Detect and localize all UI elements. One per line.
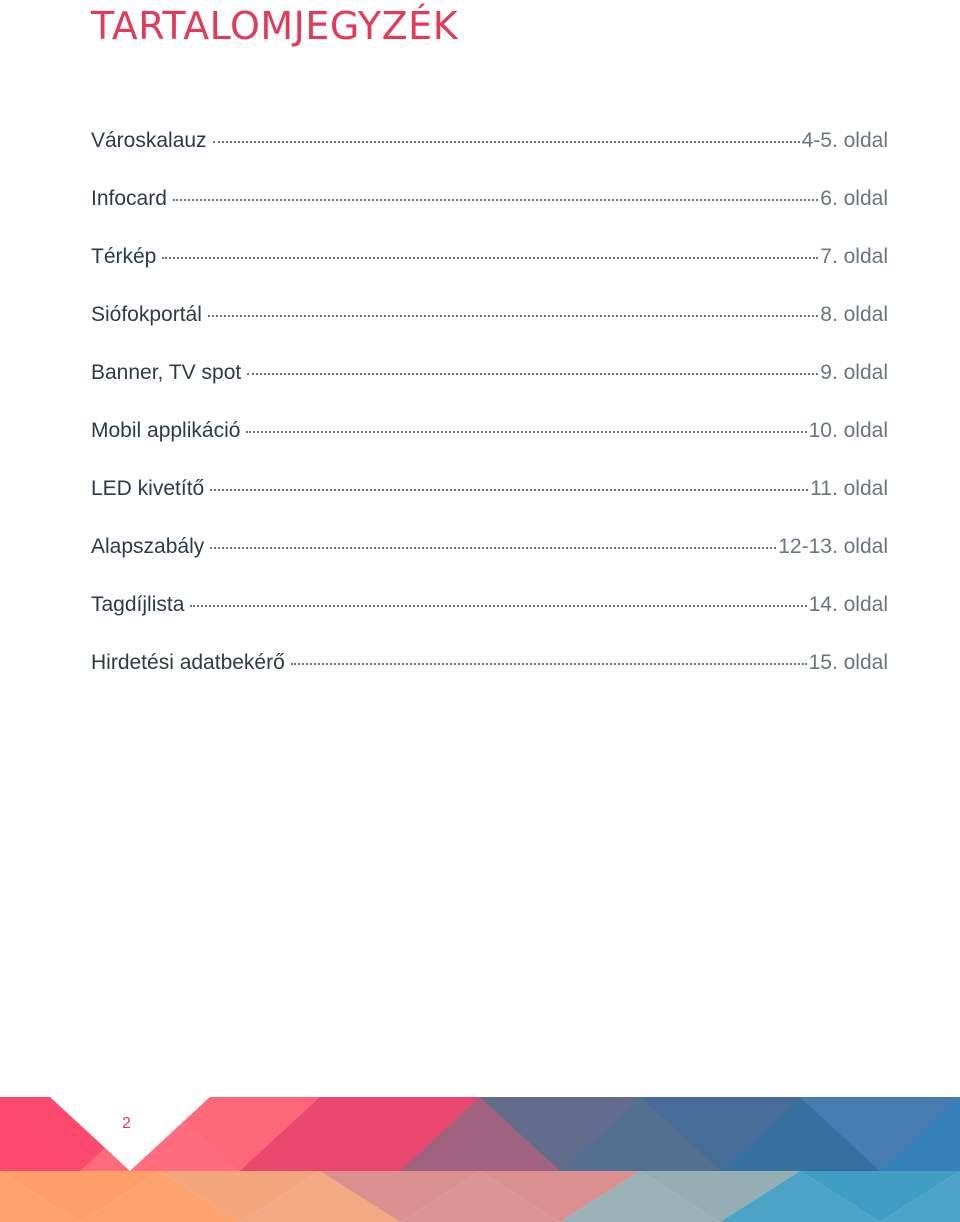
toc-entry-page: 11. oldal — [810, 477, 888, 500]
toc-entry[interactable] — [91, 477, 888, 535]
dot-leader — [246, 431, 806, 433]
toc-entry-title: Tagdíjlista — [91, 593, 185, 616]
toc-entry-page: 7. oldal — [820, 245, 888, 268]
dot-leader — [213, 141, 800, 143]
dot-leader — [210, 547, 776, 549]
toc-entry-title: Hirdetési adatbekérő — [91, 651, 285, 674]
dot-leader — [162, 257, 818, 259]
dot-leader — [210, 489, 808, 491]
table-of-contents — [91, 129, 888, 709]
page-title: TARTALOMJEGYZÉK — [91, 4, 459, 48]
toc-entry-page: 8. oldal — [820, 303, 888, 326]
toc-entry-page: 12-13. oldal — [778, 535, 888, 558]
toc-entry-page: 10. oldal — [808, 419, 888, 442]
dot-leader — [190, 605, 806, 607]
toc-entry-title: Siófokportál — [91, 303, 202, 326]
toc-entry-title: Alapszabály — [91, 535, 205, 558]
toc-entry[interactable] — [91, 419, 888, 477]
geometric-banner — [0, 1097, 960, 1222]
toc-entry-title: Városkalauz — [91, 129, 207, 152]
toc-entry-page: 6. oldal — [820, 187, 888, 210]
toc-entry-page: 4-5. oldal — [801, 129, 888, 152]
toc-entry-title: Infocard — [91, 187, 167, 210]
dot-leader — [291, 663, 807, 665]
dot-leader — [208, 315, 818, 317]
toc-entry[interactable] — [91, 303, 888, 361]
toc-entry[interactable] — [91, 129, 888, 187]
dot-leader — [173, 199, 818, 201]
toc-entry-title: Mobil applikáció — [91, 419, 241, 442]
dot-leader — [247, 373, 818, 375]
toc-entry[interactable] — [91, 535, 888, 593]
toc-entry-title: LED kivetítő — [91, 477, 205, 500]
footer-triangle-pattern — [0, 1097, 960, 1222]
toc-entry[interactable] — [91, 593, 888, 651]
toc-entry[interactable] — [91, 245, 888, 303]
toc-entry-title: Banner, TV spot — [91, 361, 242, 384]
toc-entry[interactable] — [91, 651, 888, 709]
toc-entry-title: Térkép — [91, 245, 157, 268]
toc-entry[interactable] — [91, 361, 888, 419]
toc-entry-page: 14. oldal — [808, 593, 888, 616]
toc-entry-page: 15. oldal — [808, 651, 888, 674]
toc-entry-page: 9. oldal — [820, 361, 888, 384]
page-number: 2 — [122, 1115, 131, 1132]
toc-entry[interactable] — [91, 187, 888, 245]
